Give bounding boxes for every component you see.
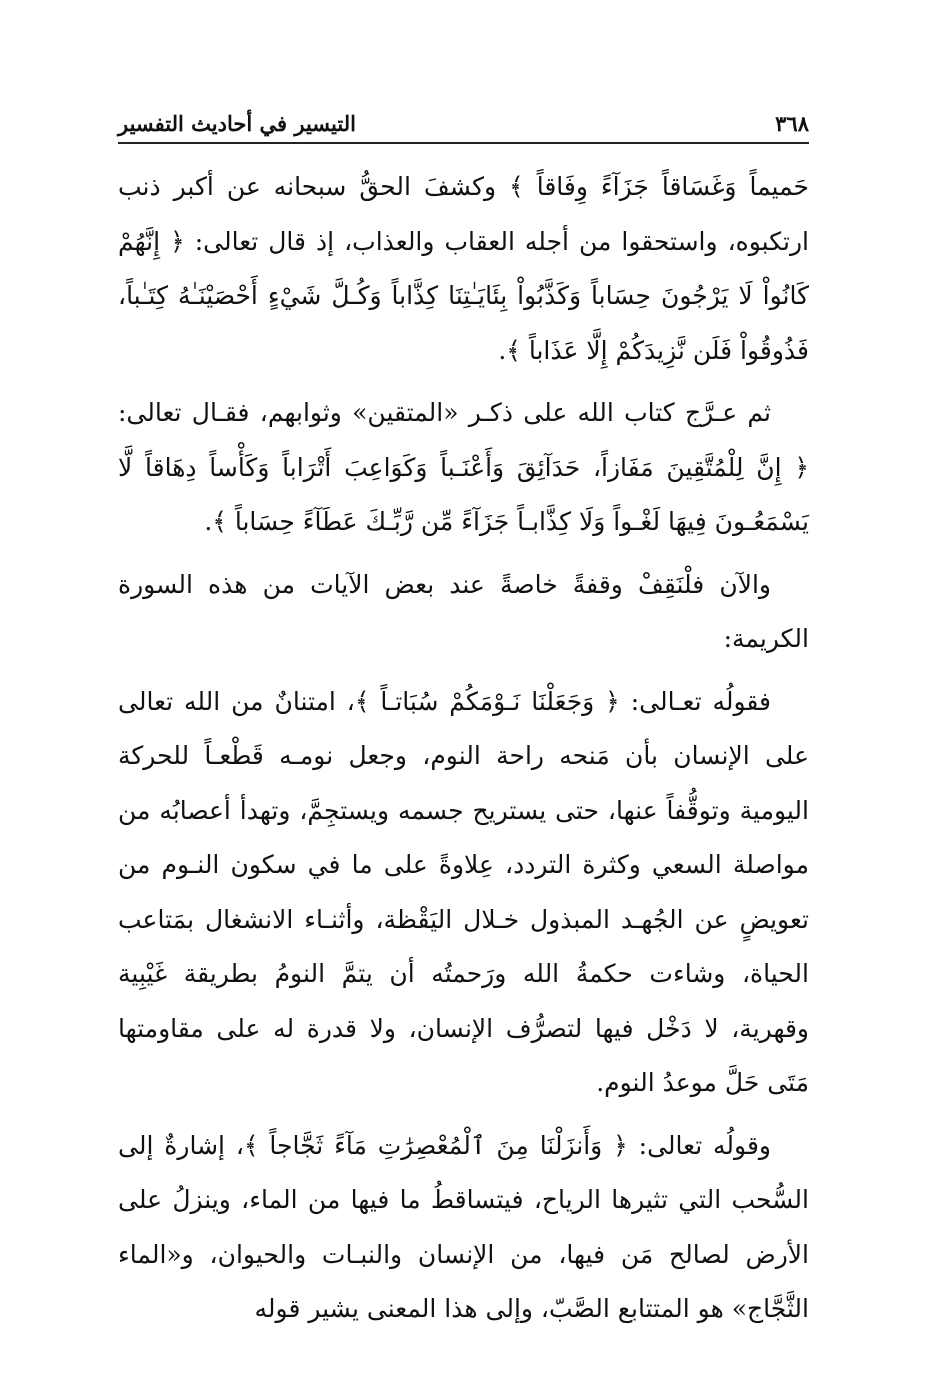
body-text bbox=[118, 160, 809, 1337]
page-number: ٣٦٨ bbox=[775, 111, 809, 136]
paragraph-gap bbox=[118, 667, 809, 675]
running-header bbox=[118, 96, 809, 136]
running-title: التيسير في أحاديث التفسير bbox=[118, 111, 356, 136]
paragraph-gap bbox=[118, 550, 809, 558]
paragraph-rain: وقولُه تعالى: ﴿ وَأَنزَلْنَا مِنَ ٱلْمُعْصِرَٰتِ مَآءً ثَجَّاجاً ﴾، إشارةٌ إلى السُّحب التي تثيرها الرياح، فيتساقطُ ما فيها من الماء، وينزلُ على الأرض لصالح مَن فيها، من الإنسان والنبـات والحيوان، و«الماء الثَّجَّاج» هو المتتابع الصَّبّ، وإلى هذا المعنى يشير قوله bbox=[118, 1130, 809, 1323]
paragraph-continuation: حَميماً وَغَسَاقاً جَزَآءً وِفَاقاً ﴾ وكشفَ الحقُّ سبحانه عن أكبر ذنب ارتكبوه، واستحقوا من أجله العقاب والعذاب، إذ قال تعالى: ﴿ إِنَّهُمْ كَانُواْ لَا يَرْجُونَ حِسَاباً وَكَذَّبُواْ بِئَايَـٰتِنَا كِذَّاباً وَكُـلَّ شَيْءٍ أَحْصَيْنَـٰهُ كِتَـٰباً، فَذُوقُواْ فَلَن نَّزِيدَكُمْ إِلَّا عَذَاباً ﴾. bbox=[118, 172, 809, 365]
paragraph-gap bbox=[118, 1111, 809, 1119]
paragraph-gap bbox=[118, 378, 809, 386]
header-rule bbox=[118, 142, 809, 144]
paragraph-intro: والآن فلْنَقِفْ وقفةً خاصةً عند بعض الآيات من هذه السورة الكريمة: bbox=[118, 569, 809, 653]
paragraph-muttaqin: ثم عـرَّج كتاب الله على ذكـر «المتقين» وثوابهم، فقـال تعالى: ﴿ إِنَّ لِلْمُتَّقِينَ مَفَازاً، حَدَآئِقَ وَأَعْنَـباً وَكَوَاعِبَ أَتْرَاباً وَكَأْساً دِهَاقاً لَّا يَسْمَعُـونَ فِيهَا لَغْـواً وَلَا كِذَّابـاً جَزَآءً مِّن رَّبِّـكَ عَطَآءً حِسَاباً ﴾. bbox=[118, 398, 809, 536]
paragraph-sleep: فقولُه تعـالى: ﴿ وَجَعَلْنَا نَـوْمَكُمْ سُبَاتـاً ﴾، امتنانٌ من الله تعالى على الإنسان بأن مَنحه راحة النوم، وجعل نومـه قَطْعـاً للحركة اليومية وتوقُّفاً عنها، حتى يستريح جسمه ويستجِمَّ، وتهدأ أعصابُه من مواصلة السعي وكثرة التردد، عِلاوةً على ما في سكون النـوم من تعويضٍ عن الجُهـد المبذول خـلال اليَقْظة، وأثنـاء الانشغال بمَتاعب الحياة، وشاءت حكمةُ الله ورَحمتُه أن يتمَّ النومُ بطريقة غَيْبِية وقهرية، لا دَخْل فيها لتصرُّف الإنسان، ولا قدرة له على مقاومتها مَتَى حَلَّ موعدُ النوم. bbox=[118, 686, 809, 1097]
